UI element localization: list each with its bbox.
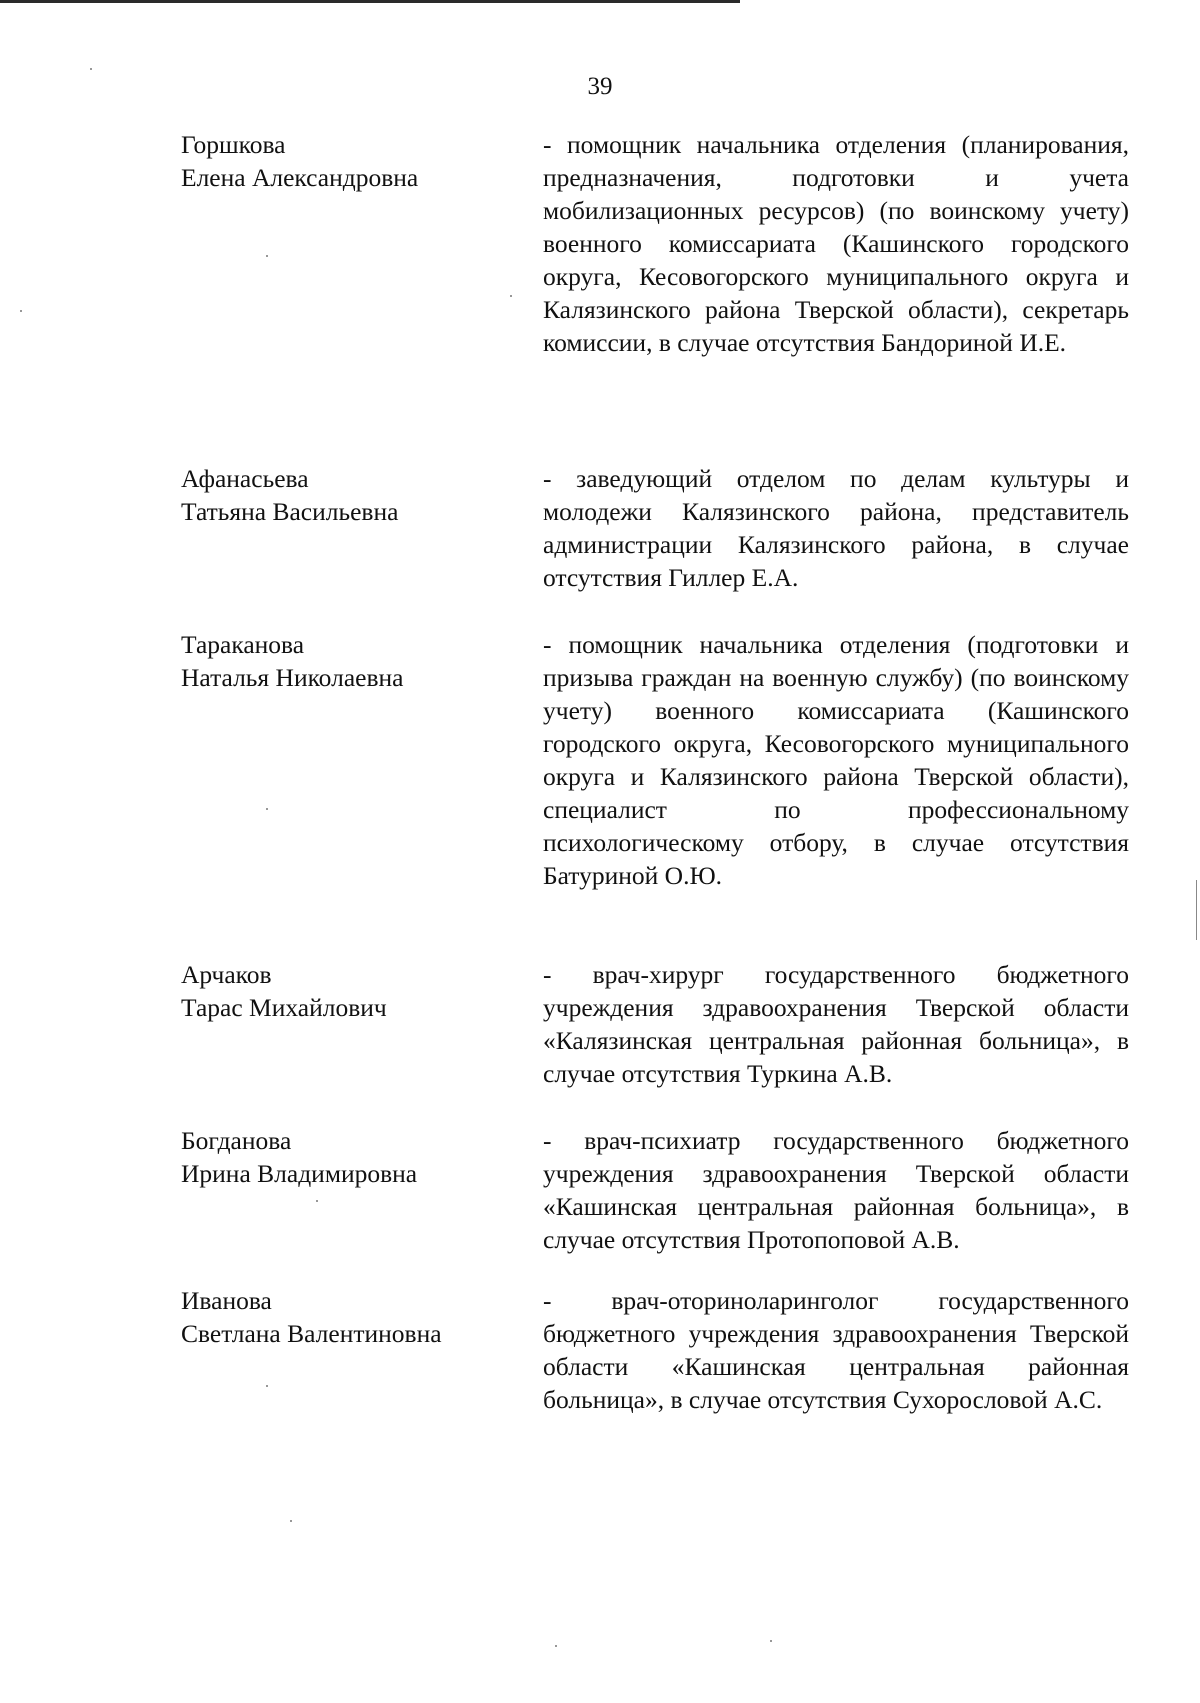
member-entry xyxy=(0,628,1200,958)
member-duty: - врач-психиатр государственного бюджетного учреждения здравоохранения Тверской области «Кашинская центральная районная больница», в случае отсутствия Протопоповой А.В. xyxy=(543,1126,1129,1254)
scan-speck xyxy=(555,1645,557,1647)
member-surname: Иванова xyxy=(181,1286,272,1315)
member-duty: - врач-оториноларинголог государственного бюджетного учреждения здравоохранения Тверской области «Кашинская центральная районная больница», в случае отсутствия Сухорословой А.С. xyxy=(543,1286,1129,1414)
member-surname: Богданова xyxy=(181,1126,292,1155)
member-name xyxy=(181,128,521,194)
member-given-names: Светлана Валентиновна xyxy=(181,1319,442,1348)
member-given-names: Наталья Николаевна xyxy=(181,663,404,692)
member-entry xyxy=(0,1124,1200,1284)
member-given-names: Татьяна Васильевна xyxy=(181,497,399,526)
member-duty: - заведующий отделом по делам культуры и молодежи Калязинского района, представитель администрации Калязинского района, в случае отсутствия Гиллер Е.А. xyxy=(543,464,1129,592)
scan-border-line xyxy=(0,0,740,3)
scan-edge-mark xyxy=(1196,880,1197,940)
scan-speck xyxy=(20,310,22,312)
member-entry xyxy=(0,462,1200,628)
scan-speck xyxy=(266,808,268,810)
member-given-names: Ирина Владимировна xyxy=(181,1159,418,1188)
member-surname: Горшкова xyxy=(181,130,286,159)
scan-speck xyxy=(266,255,268,257)
member-duty: - врач-хирург государственного бюджетного учреждения здравоохранения Тверской области «Калязинская центральная районная больница», в случае отсутствия Туркина А.В. xyxy=(543,960,1129,1088)
member-name xyxy=(181,628,521,694)
page-number: 39 xyxy=(587,73,613,100)
member-given-names: Тарас Михайлович xyxy=(181,993,387,1022)
member-name xyxy=(181,462,521,528)
member-entry xyxy=(0,128,1200,462)
scan-speck xyxy=(266,1385,268,1387)
scan-speck xyxy=(770,1640,772,1642)
member-entry xyxy=(0,1284,1200,1454)
scan-speck xyxy=(316,1200,318,1202)
member-duty: - помощник начальника отделения (планирования, предназначения, подготовки и учета мобилизационных ресурсов) (по воинскому учету) военного комиссариата (Кашинского городского округа, Кесовогорского муниципального округа и Калязинского района Тверской области), секретарь комиссии, в случае отсутствия Бандориной И.Е. xyxy=(543,130,1129,357)
member-surname: Тараканова xyxy=(181,630,305,659)
member-name xyxy=(181,1124,521,1190)
member-surname: Афанасьева xyxy=(181,464,309,493)
member-name xyxy=(181,1284,521,1350)
member-given-names: Елена Александровна xyxy=(181,163,419,192)
commission-member-list xyxy=(0,128,1200,1454)
member-entry xyxy=(0,958,1200,1124)
member-name xyxy=(181,958,521,1024)
member-duty: - помощник начальника отделения (подготовки и призыва граждан на военную службу) (по воинскому учету) военного комиссариата (Кашинского городского округа, Кесовогорского муниципального округа и Калязинского района Тверской области), специалист по профессиональному психологическому отбору, в случае отсутствия Батуриной О.Ю. xyxy=(543,630,1129,890)
scan-speck xyxy=(290,1520,292,1522)
scan-speck xyxy=(510,295,512,297)
member-surname: Арчаков xyxy=(181,960,272,989)
scan-speck xyxy=(90,68,92,70)
